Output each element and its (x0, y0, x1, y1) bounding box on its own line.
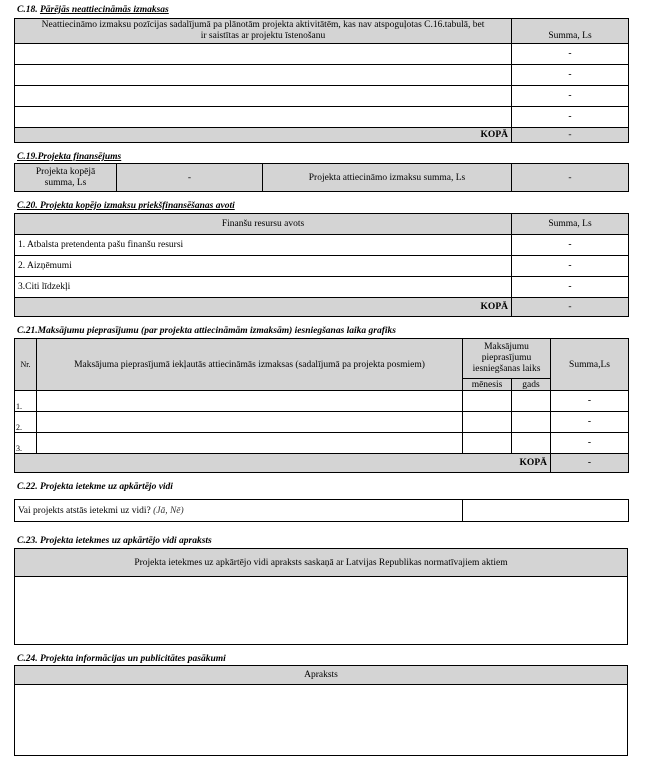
c21-row-year-1[interactable] (512, 391, 551, 412)
c18-row-desc-1[interactable] (15, 44, 512, 65)
c21-row-month-1[interactable] (463, 391, 512, 412)
c21-row-desc-2[interactable] (37, 412, 463, 433)
c21-table (14, 338, 629, 473)
c20-table (14, 213, 629, 317)
c21-header-year: gads (512, 379, 551, 391)
c20-total-value: - (512, 298, 629, 317)
c19-total-cost-label: Projekta kopējā summa, Ls (15, 164, 117, 192)
c24-description-field[interactable] (15, 685, 628, 756)
c22-section-title: C.22. Projekta ietekme uz apkārtējo vidi (17, 482, 173, 492)
c23-header: Projekta ietekmes uz apkārtējo vidi apraksts saskaņā ar Latvijas Republikas normatīvajiem aktiem (15, 549, 628, 577)
c21-row-sum-3[interactable]: - (551, 433, 629, 454)
c20-row-label-2: 2. Aizņēmumi (15, 256, 512, 277)
c21-header-sum: Summa,Ls (551, 339, 629, 391)
c21-total-label: KOPĀ (15, 454, 551, 473)
c20-header-source: Finanšu resursu avots (15, 214, 512, 235)
c19-section-title: C.19.Projekta finansējums (17, 152, 122, 162)
c21-header-nr: Nr. (15, 339, 37, 391)
c20-row-label-1: 1. Atbalsta pretendenta pašu finanšu resursi (15, 235, 512, 256)
c20-row-sum-2[interactable]: - (512, 256, 629, 277)
c21-row-nr-3: 3. (15, 433, 37, 454)
c20-row-label-3: 3.Citi līdzekļi (15, 277, 512, 298)
c19-eligible-label: Projekta attiecināmo izmaksu summa, Ls (263, 164, 512, 192)
c22-answer-field[interactable] (463, 500, 629, 522)
c24-section-title: C.24. Projekta informācijas un publicitātes pasākumi (17, 654, 226, 664)
c21-row-year-3[interactable] (512, 433, 551, 454)
c18-section-title: C.18. Pārējās neattiecināmās izmaksas (17, 5, 169, 15)
c18-row-desc-2[interactable] (15, 65, 512, 86)
c18-header-description: Neattiecināmo izmaksu pozīcijas sadalījumā pa plānotām projekta aktivitātēm, kas nav atspoguļotas C.16.tabulā, bet ir saistītas ar projektu īstenošanu (15, 19, 512, 44)
c21-header-submission-time: Maksājumu pieprasījumu iesniegšanas laiks (463, 339, 551, 379)
c19-eligible-value[interactable]: - (512, 164, 629, 192)
c18-row-sum-2[interactable]: - (512, 65, 629, 86)
c21-row-desc-3[interactable] (37, 433, 463, 454)
c18-row-sum-4[interactable]: - (512, 107, 629, 128)
c24-table (14, 665, 628, 756)
c23-table (14, 548, 628, 645)
c18-row-desc-4[interactable] (15, 107, 512, 128)
c21-row-nr-2: 2. (15, 412, 37, 433)
c21-section-title: C.21.Maksājumu pieprasījumu (par projekta attiecināmām izmaksām) iesniegšanas laika grafiks (17, 326, 396, 336)
c21-row-month-3[interactable] (463, 433, 512, 454)
c19-table (14, 163, 629, 192)
c21-row-nr-1: 1. (15, 391, 37, 412)
c19-total-cost-value[interactable]: - (117, 164, 263, 192)
c20-total-label: KOPĀ (15, 298, 512, 317)
c18-row-sum-3[interactable]: - (512, 86, 629, 107)
c21-row-sum-1[interactable]: - (551, 391, 629, 412)
c18-row-sum-1[interactable]: - (512, 44, 629, 65)
c20-row-sum-1[interactable]: - (512, 235, 629, 256)
c18-header-sum: Summa, Ls (512, 19, 629, 44)
c18-total-label: KOPĀ (15, 128, 512, 143)
c21-row-desc-1[interactable] (37, 391, 463, 412)
c20-row-sum-3[interactable]: - (512, 277, 629, 298)
c20-header-sum: Summa, Ls (512, 214, 629, 235)
c21-row-year-2[interactable] (512, 412, 551, 433)
c21-row-month-2[interactable] (463, 412, 512, 433)
c23-description-field[interactable] (15, 577, 628, 645)
c20-section-title: C.20. Projekta kopējo izmaksu priekšfinansēšanas avoti (17, 201, 235, 211)
c22-table (14, 499, 629, 522)
c22-question: Vai projekts atstās ietekmi uz vidi? (Jā, Nē) (15, 500, 463, 522)
c21-header-description: Maksājuma pieprasījumā iekļautās attiecināmās izmaksas (sadalījumā pa projekta posmiem) (37, 339, 463, 391)
c23-section-title: C.23. Projekta ietekmes uz apkārtējo vidi apraksts (17, 536, 212, 546)
c18-row-desc-3[interactable] (15, 86, 512, 107)
c18-total-value: - (512, 128, 629, 143)
c24-header: Apraksts (15, 666, 628, 685)
c18-table (14, 18, 629, 143)
c21-total-value: - (551, 454, 629, 473)
c21-header-month: mēnesis (463, 379, 512, 391)
c21-row-sum-2[interactable]: - (551, 412, 629, 433)
